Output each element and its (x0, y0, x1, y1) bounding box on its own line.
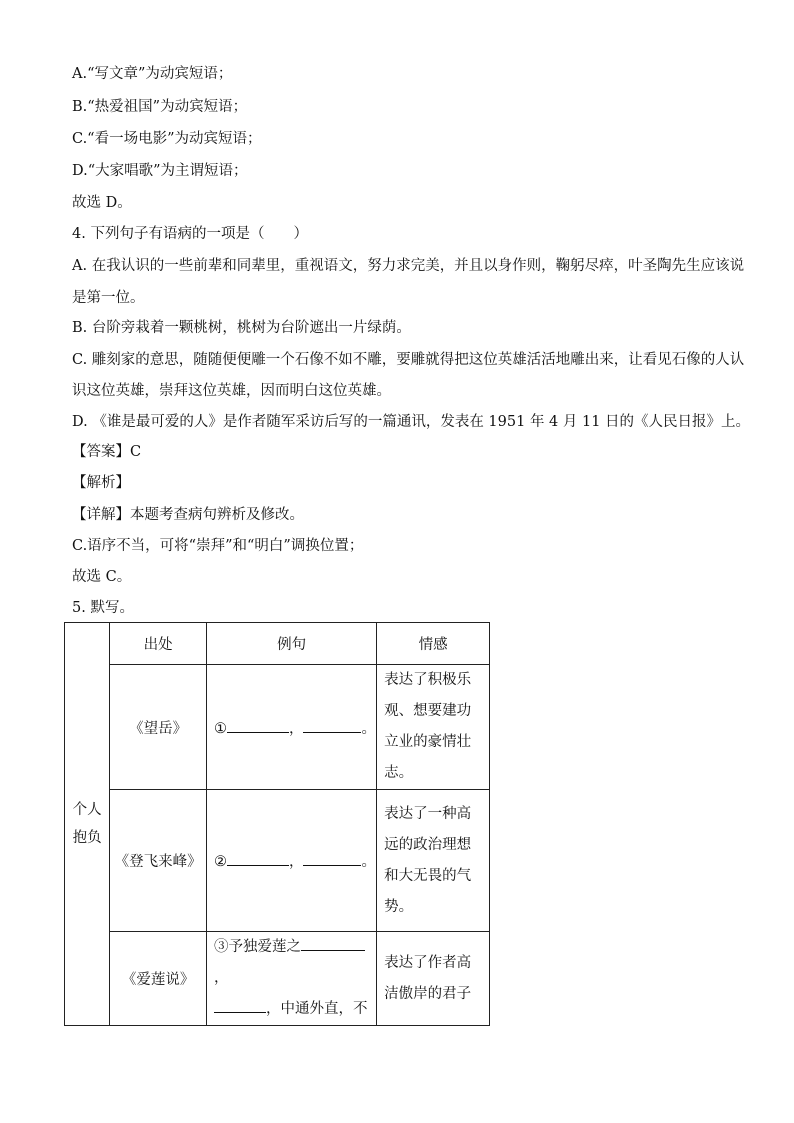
detail-tag: 【详解】 (72, 507, 130, 523)
answer-value: C (130, 444, 142, 460)
row1-blank-1[interactable] (227, 718, 289, 733)
answer-line (72, 442, 141, 462)
dictation-table (64, 622, 490, 1026)
row1-emotion: 表达了积极乐观、想要建功立业的豪情壮志。 (377, 665, 490, 790)
choose-c-line: 故选 C。 (72, 569, 132, 585)
row3-pre: 予独爱莲之 (228, 939, 301, 955)
row3-source: 《爱莲说》 (110, 932, 207, 1026)
row2-source: 《登飞来峰》 (110, 790, 207, 932)
q4-option-a-line2: 是第一位。 (72, 290, 145, 306)
option-b-line: B.“热爱祖国”为动宾短语； (72, 99, 248, 115)
q4-option-b: B. 台阶旁栽着一颗桃树，桃树为台阶遮出一片绿荫。 (72, 320, 411, 336)
row2-blank-1[interactable] (227, 851, 289, 866)
table-row (65, 665, 490, 790)
detail-line (72, 505, 304, 525)
row3-blank-2[interactable] (214, 998, 266, 1013)
question-4-stem: 4. 下列句子有语病的一项是（ ） (72, 226, 308, 242)
row2-end: 。 (361, 854, 376, 870)
row3-post: ，中通外直，不 (265, 1001, 368, 1017)
analysis-tag: 【解析】 (72, 475, 130, 491)
q4-option-a-line1: A. 在我认识的一些前辈和同辈里，重视语文，努力求完美，并且以身作则，鞠躬尽瘁，叶圣陶先生应该说 (72, 258, 745, 274)
option-d-line: D.“大家唱歌”为主谓短语； (72, 163, 248, 179)
option-c-line: C.“看一场电影”为动宾短语； (72, 131, 262, 147)
row1-blank-2[interactable] (303, 718, 361, 733)
row2-num: ② (213, 854, 227, 870)
row1-sep: ， (288, 720, 304, 737)
q4-option-c-line2: 识这位英雄，崇拜这位英雄，因而明白这位英雄。 (72, 383, 391, 399)
option-a-line: A.“写文章”为动宾短语； (72, 66, 233, 82)
row3-emotion: 表达了作者高洁傲岸的君子 (377, 932, 490, 1026)
header-example: 例句 (206, 623, 376, 665)
row3-num: ③ (213, 939, 229, 955)
table-row (65, 790, 490, 932)
row1-source: 《望岳》 (110, 665, 207, 790)
row2-example (206, 790, 376, 932)
question-5-stem: 5. 默写。 (72, 600, 134, 616)
row3-blank-1[interactable] (301, 936, 365, 951)
detail-text: 本题考查病句辨析及修改。 (130, 507, 304, 523)
row2-emotion: 表达了一种高远的政治理想和大无畏的气势。 (377, 790, 490, 932)
row2-sep: ， (288, 854, 304, 870)
q4-option-c-line1: C. 雕刻家的意思，随随便便雕一个石像不如不雕，要雕就得把这位英雄活活地雕出来，让看见石像的人认 (72, 352, 745, 368)
row1-example (206, 665, 376, 790)
answer-tag: 【答案】 (72, 444, 130, 460)
group-label: 个人抱负 (72, 802, 102, 846)
table-header-row (65, 623, 490, 665)
fix-line: C.语序不当，可将“崇拜”和“明白”调换位置； (72, 538, 364, 554)
group-cell (65, 623, 110, 1026)
row1-end: 。 (361, 720, 376, 737)
choose-d-line: 故选 D。 (72, 195, 132, 211)
q4-option-d: D. 《谁是最可爱的人》是作者随军采访后写的一篇通讯，发表在 1951 年 4 月 11 日的《人民日报》上。 (72, 414, 751, 430)
row2-blank-2[interactable] (303, 851, 361, 866)
row3-example (206, 932, 376, 1026)
header-emotion: 情感 (377, 623, 490, 665)
row3-sep: ， (213, 970, 229, 986)
row1-num: ① (213, 720, 227, 737)
header-source: 出处 (110, 623, 207, 665)
table-row (65, 932, 490, 1026)
